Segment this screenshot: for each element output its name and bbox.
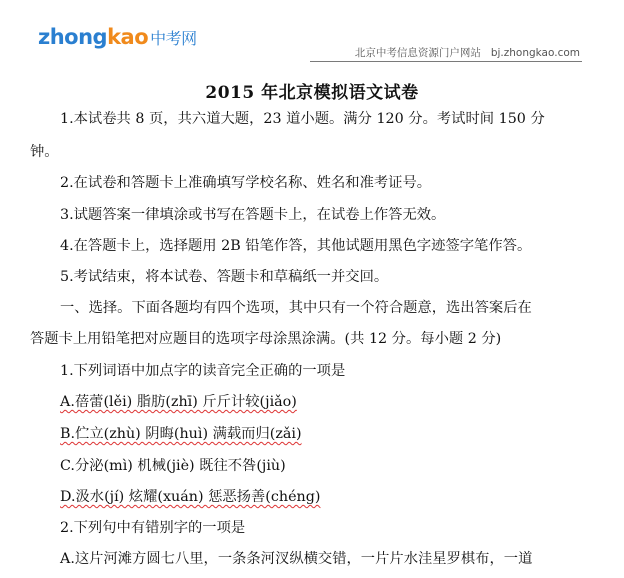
- site-name: 北京中考信息资源门户网站: [354, 47, 481, 59]
- instruction-line-4: 4.在答题卡上，选择题用 2B 铅笔作答，其他试题用黑色字迹签字笔作答。: [60, 238, 532, 254]
- document-title: 2015 年北京模拟语文试卷: [205, 83, 419, 103]
- page-header: [0, 0, 624, 64]
- question-1-option-b: B.伫立(zhù) 阴晦(huì) 满载而归(zǎi): [60, 426, 302, 442]
- question-1-option-a: A.蓓蕾(lěi) 脂肪(zhī) 斤斤计较(jiǎo): [60, 394, 297, 410]
- instruction-line-5: 5.考试结束，将本试卷、答题卡和草稿纸一并交回。: [60, 269, 389, 285]
- site-url[interactable]: bj.zhongkao.com: [490, 47, 580, 59]
- zhongkao-logo[interactable]: [38, 26, 197, 50]
- instruction-line-2: 2.在试卷和答题卡上准确填写学校名称、姓名和准考证号。: [60, 175, 432, 191]
- logo-text-zhong: zhong: [38, 25, 108, 49]
- question-2-option-a: A.这片河滩方圆七八里，一条条河汊纵横交错，一片片水洼星罗棋布，一道: [60, 551, 533, 567]
- section-heading: 一、选择。下面各题均有四个选项，其中只有一个符合题意，选出答案后在: [60, 300, 532, 316]
- question-1-option-c: C.分泌(mì) 机械(jiè) 既往不咎(jiù): [60, 458, 286, 474]
- logo-text-cn: 中考网: [150, 29, 197, 48]
- site-info: [355, 45, 580, 60]
- instruction-line-1: 1.本试卷共 8 页，共六道大题，23 道小题。满分 120 分。考试时间 150 分: [60, 111, 545, 127]
- header-divider: [310, 61, 582, 62]
- question-2-stem: 2.下列句中有错别字的一项是: [60, 520, 246, 536]
- section-heading-cont: 答题卡上用铅笔把对应题目的选项字母涂黑涂满。(共 12 分。每小题 2 分): [30, 331, 502, 347]
- question-1-stem: 1.下列词语中加点字的读音完全正确的一项是: [60, 363, 346, 379]
- question-1-option-d: D.汲水(jí) 炫耀(xuán) 惩恶扬善(chéng): [60, 489, 321, 505]
- instruction-line-1-cont: 钟。: [30, 144, 59, 160]
- instruction-line-3: 3.试题答案一律填涂或书写在答题卡上，在试卷上作答无效。: [60, 207, 446, 223]
- logo-text-kao: kao: [107, 25, 149, 49]
